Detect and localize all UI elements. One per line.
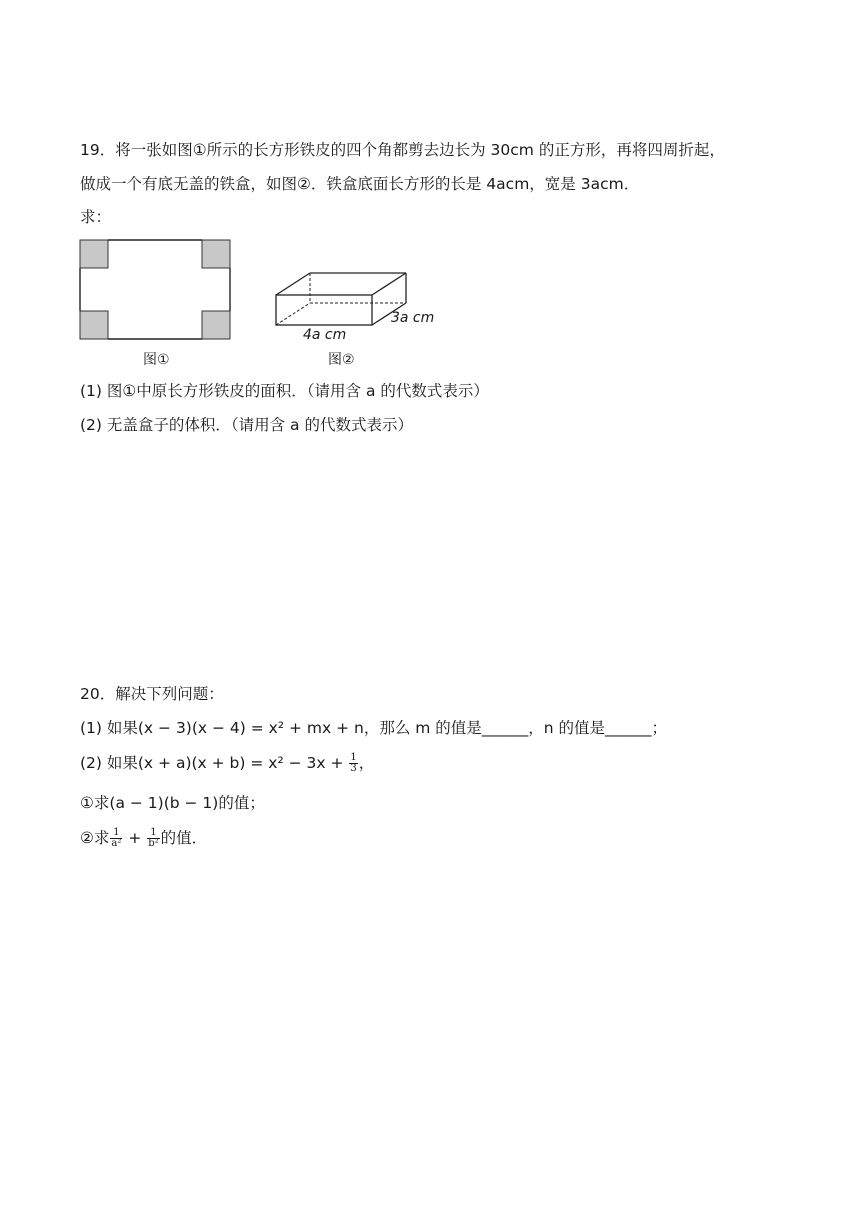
q19-line-2: 做成一个有底无盖的铁盒，如图②．铁盒底面长方形的长是 4acm，宽是 3acm． [80,175,640,193]
frac-den: 3 [350,763,357,774]
q20-sub-1: (1) 如果(x − 3)(x − 4) = x² + mx + n，那么 m 的值是______，n 的值是______； [80,719,668,737]
q20-item-2-prefix: ②求 [80,829,110,847]
figure-2-caption: 图② [328,352,355,368]
q20-sub-2-suffix: ， [358,754,375,772]
frac-den: b² [148,838,159,849]
q19-line-1: 19．将一张如图①所示的长方形铁皮的四个角都剪去边长为 30cm 的正方形，再将四周折起， [80,141,725,159]
frac-den: a² [111,838,122,849]
figure-2-box-diagram [270,265,440,345]
figure-1-caption: 图① [143,352,170,368]
q19-sub-1: (1) 图①中原长方形铁皮的面积．（请用含 a 的代数式表示） [80,382,489,400]
q20-sub-2-text: (2) 如果(x + a)(x + b) = x² − 3x + [80,754,349,772]
frac-num: 1 [110,828,122,839]
frac-num: 1 [350,752,357,763]
figure-1-sheet-diagram [78,237,234,343]
q20-item-2 [80,827,207,849]
fraction-1-over-a2 [110,828,122,849]
q20-item-2-suffix: 的值． [160,829,208,847]
figure-2-length-label: 4a cm [303,327,347,343]
q19-sub-2: (2) 无盖盒子的体积．（请用含 a 的代数式表示） [80,416,413,434]
figure-2-width-label: 3a cm [391,310,435,326]
q20-title: 20．解决下列问题： [80,685,224,703]
fraction-1-over-b2 [147,828,159,849]
q20-item-1: ①求(a − 1)(b − 1)的值； [80,794,265,812]
q19-line-3: 求： [80,208,112,226]
frac-num: 1 [147,828,159,839]
q20-item-2-plus: + [123,829,147,847]
fraction-one-third [349,753,357,774]
q20-sub-2 [80,752,374,774]
